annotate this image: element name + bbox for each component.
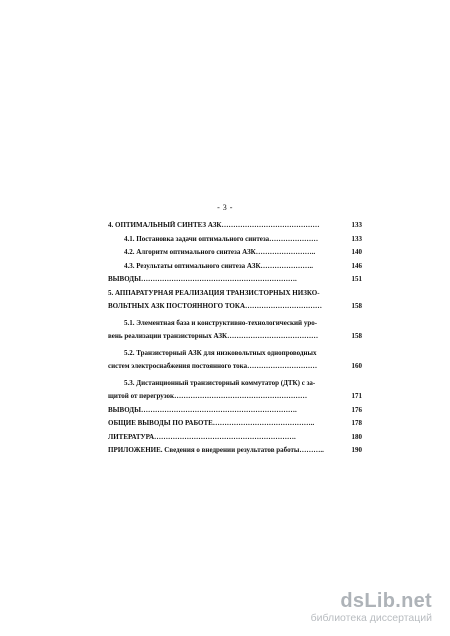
toc-entry-page: 178: [351, 419, 362, 427]
watermark: [276, 590, 436, 626]
toc-entry: [108, 349, 368, 363]
toc-entry-title: ПРИЛОЖЕНИЕ. Сведения о внедрении результатов работы………..: [108, 446, 324, 454]
toc-entry-title: 4.1. Постановка задачи оптимального синтеза…………………: [124, 234, 319, 243]
toc-entry: [108, 302, 368, 316]
toc-entry: [108, 433, 368, 447]
page-number: - 3 -: [217, 203, 233, 212]
toc-entry-page: 190: [351, 446, 362, 454]
toc-entry: [108, 419, 368, 433]
toc-entry-title: 5.2. Транзисторный АЗК для низковольтных однопроводных: [124, 348, 317, 357]
toc-entry: [108, 319, 368, 333]
toc-entry-page: 180: [351, 432, 362, 441]
toc-entry-title: 5.1. Элементная база и конструктивно-технологический уро-: [124, 318, 318, 327]
toc-entry-page: 151: [351, 275, 362, 283]
toc-entry: [108, 406, 368, 420]
toc-entry-page: 140: [351, 248, 362, 256]
toc-entry-page: 133: [351, 234, 362, 243]
toc-entry-title: 4. ОПТИМАЛЬНЫЙ СИНТЕЗ АЗК……………………………………: [108, 221, 320, 229]
toc-entry-title: систем электроснабжения постоянного тока…………………………: [108, 362, 318, 370]
toc-entry: [108, 221, 368, 235]
toc-entry: [108, 248, 368, 262]
toc-entry-title: ВОЛЬТНЫХ АЗК ПОСТОЯННОГО ТОКА……………………………: [108, 302, 322, 310]
toc-entry-page: 158: [351, 302, 362, 310]
toc-entry-title: ВЫВОДЫ………………………………………………………….: [108, 405, 297, 414]
toc-entry-title: 5.3. Дистанционный транзисторный коммутатор (ДТК) с за-: [124, 378, 316, 387]
toc-entry-page: 160: [351, 362, 362, 370]
toc-entry-page: 146: [351, 261, 362, 270]
toc-entry-page: 158: [351, 332, 362, 340]
toc-entry-title: вень реализации транзисторных АЗК…………………………………: [108, 332, 319, 340]
toc-entry: [108, 332, 368, 346]
toc-entry-page: 133: [351, 221, 362, 229]
toc-entry-title: ЛИТЕРАТУРА…………………………………………………….: [108, 432, 296, 441]
toc-entry: [108, 379, 368, 393]
toc-entry-page: 171: [351, 392, 362, 400]
toc-entry: [108, 446, 368, 460]
watermark-logo: dsLib.net: [340, 590, 432, 612]
toc-entry: [108, 362, 368, 376]
table-of-contents: [108, 221, 368, 460]
toc-entry-title: ВЫВОДЫ………………………………………………………….: [108, 275, 297, 283]
toc-entry: [108, 275, 368, 289]
toc-entry: [108, 289, 368, 303]
toc-entry: [108, 262, 368, 276]
toc-entry-title: 4.2. Алгоритм оптимального синтеза АЗК……………………..: [124, 248, 316, 256]
watermark-subtitle: библиотека диссертаций: [310, 612, 432, 624]
toc-entry: [108, 392, 368, 406]
toc-entry-title: щитой от перегрузок…………………………………………………: [108, 392, 308, 400]
toc-entry: [108, 235, 368, 249]
toc-entry-title: 5. АППАРАТУРНАЯ РЕАЛИЗАЦИЯ ТРАНЗИСТОРНЫХ НИЗКО-: [108, 288, 320, 297]
toc-entry-title: ОБЩИЕ ВЫВОДЫ ПО РАБОТЕ……………………………………..: [108, 419, 315, 427]
toc-entry-page: 176: [351, 405, 362, 414]
toc-entry-title: 4.3. Результаты оптимального синтеза АЗК…………………..: [124, 261, 314, 270]
